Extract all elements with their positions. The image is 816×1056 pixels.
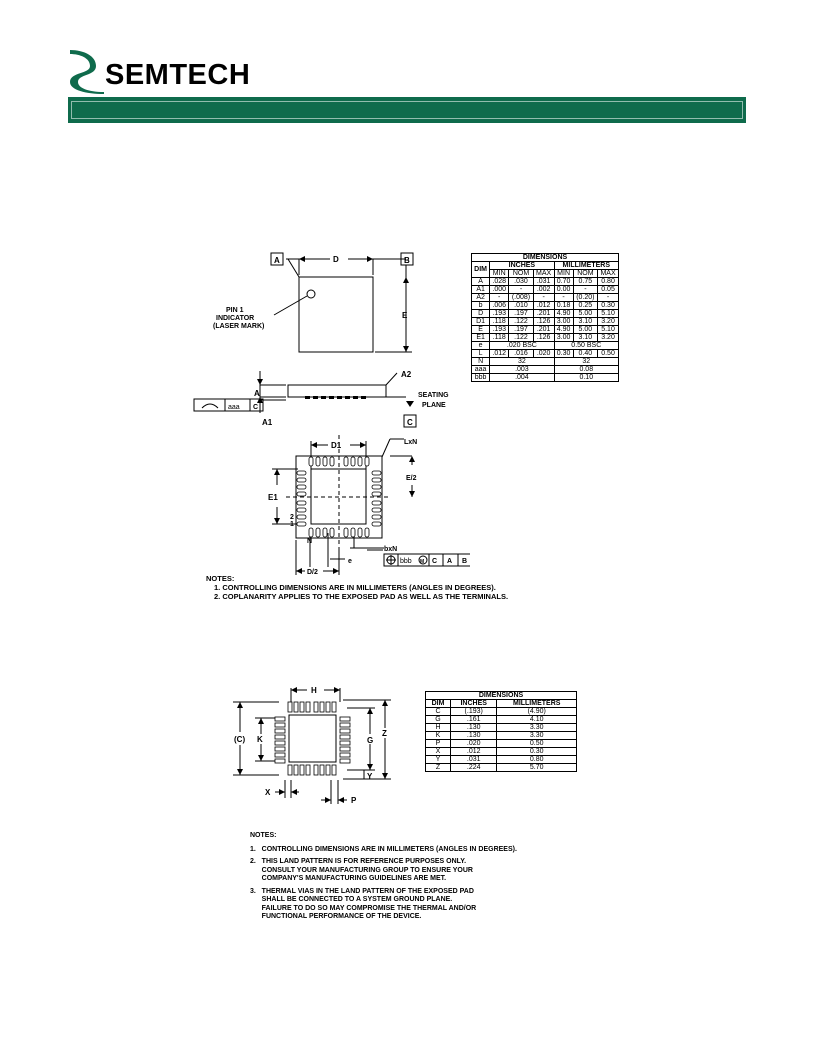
- dim-z-label: Z: [382, 729, 387, 738]
- lp-note-line-8: FUNCTIONAL PERFORMANCE OF THE DEVICE.: [250, 913, 422, 920]
- table-cell: 5.00: [573, 310, 597, 318]
- lp-note-line-1: 1. CONTROLLING DIMENSIONS ARE IN MILLIMETERS (ANGLES IN DEGREES).: [250, 845, 517, 853]
- table-cell: b: [472, 302, 490, 310]
- table-cell: 0.50 BSC: [554, 342, 618, 350]
- table-cell: 3.10: [573, 318, 597, 326]
- table-cell: -: [598, 294, 619, 302]
- table-cell: bbb: [472, 374, 490, 382]
- table-cell: .122: [509, 318, 533, 326]
- table-row: [472, 318, 619, 326]
- table-row: [426, 708, 577, 716]
- table-header-row: [426, 700, 577, 708]
- table-cell: H: [426, 724, 451, 732]
- table-cell: .126: [533, 334, 554, 342]
- sub-header: MIN: [490, 270, 509, 278]
- logo-mark-icon: [66, 48, 108, 96]
- table-cell: 3.00: [554, 318, 573, 326]
- table-cell: 0.70: [554, 278, 573, 286]
- table-row: [426, 732, 577, 740]
- pin1-label-2: INDICATOR: [216, 315, 255, 322]
- table-cell: e: [472, 342, 490, 350]
- fcf-m-label: M: [420, 559, 425, 565]
- table-cell: -: [554, 294, 573, 302]
- datum-b-label: B: [404, 256, 410, 265]
- table-cell: 4.90: [554, 326, 573, 334]
- note-1: 1. CONTROLLING DIMENSIONS ARE IN MILLIMETERS (ANGLES IN DEGREES).: [214, 583, 496, 592]
- table-row: [472, 358, 619, 366]
- pin1-label-3: (LASER MARK): [213, 323, 265, 330]
- lp-note-line-7: FAILURE TO DO SO MAY COMPROMISE THE THERMAL AND/OR: [250, 904, 477, 912]
- pitch-e-label: e: [348, 558, 352, 565]
- table-cell: A2: [472, 294, 490, 302]
- table-cell: .012: [490, 350, 509, 358]
- table-row: [426, 764, 577, 772]
- dim-h-label: H: [311, 686, 317, 695]
- lp-note-line-6: SHALL BE CONNECTED TO A SYSTEM GROUND PLANE.: [250, 896, 453, 903]
- dim-k-label: K: [257, 735, 263, 744]
- table-cell: .020: [450, 740, 496, 748]
- sub-header: MAX: [533, 270, 554, 278]
- table-cell: .193: [490, 326, 509, 334]
- package-side-view: [288, 385, 386, 397]
- table-cell: -: [509, 286, 533, 294]
- datum-c-label: C: [407, 418, 413, 427]
- table-cell: 0.00: [554, 286, 573, 294]
- table-cell: 5.70: [497, 764, 577, 772]
- table-cell: 0.10: [554, 374, 618, 382]
- sub-header: NOM: [573, 270, 597, 278]
- table-cell: G: [426, 716, 451, 724]
- table-cell: -: [533, 294, 554, 302]
- table-cell: A: [472, 278, 490, 286]
- table-cell: E1: [472, 334, 490, 342]
- dim-a2-label: A2: [401, 370, 412, 379]
- table-cell: (4.90): [497, 708, 577, 716]
- table-cell: P: [426, 740, 451, 748]
- table-cell: -: [490, 294, 509, 302]
- table-title: DIMENSIONS: [426, 692, 577, 700]
- table-title: DIMENSIONS: [472, 254, 619, 262]
- table-cell: 0.30: [554, 350, 573, 358]
- table-cell: (.008): [509, 294, 533, 302]
- table-cell: 0.30: [497, 748, 577, 756]
- table-cell: .130: [450, 732, 496, 740]
- table-row: [472, 326, 619, 334]
- fcf-b-b-label: B: [462, 558, 468, 565]
- dim-header: DIM: [472, 262, 490, 278]
- table-cell: E: [472, 326, 490, 334]
- fcf-b-c-label: C: [432, 558, 438, 565]
- table-cell: Z: [426, 764, 451, 772]
- table-row: [426, 716, 577, 724]
- dim-y-label: Y: [367, 772, 373, 781]
- sub-header: NOM: [509, 270, 533, 278]
- lp-notes-title: NOTES:: [250, 832, 277, 839]
- table-cell: 0.25: [573, 302, 597, 310]
- table-header: DIM: [426, 700, 451, 708]
- dim-x-label: X: [265, 788, 271, 797]
- pin2-label: 2: [290, 514, 294, 521]
- table-row: [472, 350, 619, 358]
- pin1-indicator-icon: [307, 290, 315, 298]
- logo-text: SEMTECH: [105, 59, 251, 91]
- table-cell: .004: [490, 374, 554, 382]
- table-cell: .002: [533, 286, 554, 294]
- table-cell: .031: [450, 756, 496, 764]
- table-cell: .224: [450, 764, 496, 772]
- table-cell: 3.00: [554, 334, 573, 342]
- fcf-bbb-label: bbb: [400, 558, 412, 565]
- table-row: [472, 278, 619, 286]
- pin1-label-1: PIN 1: [226, 307, 244, 314]
- dim-a1-label: A1: [262, 418, 273, 427]
- table-cell: .020: [533, 350, 554, 358]
- dim-bxn-label: bxN: [384, 546, 398, 553]
- table-row: [472, 374, 619, 382]
- table-cell: .130: [450, 724, 496, 732]
- table-row: [472, 286, 619, 294]
- datum-a-label: A: [274, 256, 280, 265]
- lp-note-line-4: COMPANY'S MANUFACTURING GUIDELINES ARE MET.: [250, 875, 447, 882]
- table-row: [472, 294, 619, 302]
- table-cell: .028: [490, 278, 509, 286]
- dimensions-table-outline: [471, 253, 619, 382]
- table-row: [426, 756, 577, 764]
- sub-header: MIN: [554, 270, 573, 278]
- package-top-view: [299, 277, 373, 352]
- table-row: [426, 740, 577, 748]
- table-cell: 3.20: [598, 334, 619, 342]
- table-cell: 0.50: [497, 740, 577, 748]
- table-cell: C: [426, 708, 451, 716]
- land-pattern-notes: [250, 832, 517, 922]
- table-cell: 4.90: [554, 310, 573, 318]
- table-cell: .006: [490, 302, 509, 310]
- table-cell: .118: [490, 334, 509, 342]
- table-cell: 0.80: [598, 278, 619, 286]
- table-cell: L: [472, 350, 490, 358]
- table-row: [472, 334, 619, 342]
- dimensions-table-land-pattern: [425, 691, 577, 772]
- dim-d-label: D: [333, 255, 339, 264]
- table-cell: .126: [533, 318, 554, 326]
- table-cell: -: [573, 286, 597, 294]
- table-cell: A1: [472, 286, 490, 294]
- fcf-aaa-label: aaa: [228, 404, 240, 411]
- lp-note-line-2: 2. THIS LAND PATTERN IS FOR REFERENCE PURPOSES ONLY.: [250, 858, 467, 865]
- table-cell: D1: [472, 318, 490, 326]
- dim-p-label: P: [351, 796, 357, 805]
- table-cell: 3.20: [598, 318, 619, 326]
- seating-label-2: PLANE: [422, 402, 446, 409]
- table-cell: .010: [509, 302, 533, 310]
- table-cell: 0.08: [554, 366, 618, 374]
- table-row: [472, 366, 619, 374]
- table-cell: 3.30: [497, 732, 577, 740]
- table-row: [472, 302, 619, 310]
- table-cell: 5.00: [573, 326, 597, 334]
- sub-header: MAX: [598, 270, 619, 278]
- dim-lxn-label: LxN: [404, 439, 418, 446]
- table-cell: 32: [490, 358, 554, 366]
- dim-a-label: A: [254, 389, 260, 398]
- table-cell: 5.10: [598, 326, 619, 334]
- land-pattern-drawing: [225, 680, 425, 810]
- table-cell: .122: [509, 334, 533, 342]
- dim-d1-label: D1: [331, 441, 342, 450]
- table-cell: 0.30: [598, 302, 619, 310]
- table-cell: 0.05: [598, 286, 619, 294]
- table-cell: .161: [450, 716, 496, 724]
- table-cell: .197: [509, 326, 533, 334]
- table-cell: 5.10: [598, 310, 619, 318]
- table-header: INCHES: [450, 700, 496, 708]
- table-cell: X: [426, 748, 451, 756]
- table-cell: 32: [554, 358, 618, 366]
- seating-label-1: SEATING: [418, 392, 449, 399]
- note-2: 2. COPLANARITY APPLIES TO THE EXPOSED PAD AS WELL AS THE TERMINALS.: [214, 592, 509, 601]
- dim-c-label: (C): [234, 735, 246, 744]
- mm-header: MILLIMETERS: [554, 262, 618, 270]
- table-subheader-row: [472, 270, 619, 278]
- table-cell: 3.10: [573, 334, 597, 342]
- table-cell: aaa: [472, 366, 490, 374]
- table-cell: .030: [509, 278, 533, 286]
- table-header-row: [472, 262, 619, 270]
- table-row: [426, 724, 577, 732]
- table-cell: .031: [533, 278, 554, 286]
- outline-drawing: [180, 245, 470, 585]
- dim-d2-label: D/2: [307, 569, 318, 576]
- header-band: [68, 97, 746, 123]
- inches-header: INCHES: [490, 262, 554, 270]
- table-cell: 0.40: [573, 350, 597, 358]
- table-cell: Y: [426, 756, 451, 764]
- table-cell: 0.75: [573, 278, 597, 286]
- dim-g-label: G: [367, 736, 374, 745]
- table-cell: .020 BSC: [490, 342, 554, 350]
- table-cell: .016: [509, 350, 533, 358]
- table-cell: .201: [533, 326, 554, 334]
- table-cell: 0.80: [497, 756, 577, 764]
- table-cell: (.193): [450, 708, 496, 716]
- table-cell: .118: [490, 318, 509, 326]
- table-cell: .197: [509, 310, 533, 318]
- fcf-c-label: C: [253, 404, 259, 411]
- table-cell: 4.10: [497, 716, 577, 724]
- table-cell: N: [472, 358, 490, 366]
- table-cell: .012: [450, 748, 496, 756]
- table-row: [426, 748, 577, 756]
- table-cell: (0.20): [573, 294, 597, 302]
- table-header: MILLIMETERS: [497, 700, 577, 708]
- table-cell: D: [472, 310, 490, 318]
- table-cell: .000: [490, 286, 509, 294]
- table-cell: .193: [490, 310, 509, 318]
- pin1-number-label: 1: [290, 521, 294, 528]
- table-cell: 0.18: [554, 302, 573, 310]
- dim-e1-label: E1: [268, 493, 278, 502]
- table-title-row: [426, 692, 577, 700]
- lp-note-line-5: 3. THERMAL VIAS IN THE LAND PATTERN OF THE EXPOSED PAD: [250, 887, 474, 895]
- table-cell: 0.50: [598, 350, 619, 358]
- fcf-b-a-label: A: [447, 558, 453, 565]
- table-cell: K: [426, 732, 451, 740]
- outline-notes: [206, 574, 508, 601]
- table-cell: 3.30: [497, 724, 577, 732]
- land-pattern-center-pad: [289, 715, 336, 762]
- table-title-row: [472, 254, 619, 262]
- land-pads: [275, 702, 350, 775]
- n-label: N: [307, 538, 313, 545]
- notes-title: NOTES:: [206, 574, 235, 583]
- table-row: [472, 342, 619, 350]
- table-cell: .012: [533, 302, 554, 310]
- lp-note-line-3: CONSULT YOUR MANUFACTURING GROUP TO ENSURE YOUR: [250, 866, 473, 874]
- table-cell: .201: [533, 310, 554, 318]
- table-cell: .003: [490, 366, 554, 374]
- dim-e-label: E: [402, 311, 408, 320]
- dim-e2-label: E/2: [406, 475, 417, 482]
- table-row: [472, 310, 619, 318]
